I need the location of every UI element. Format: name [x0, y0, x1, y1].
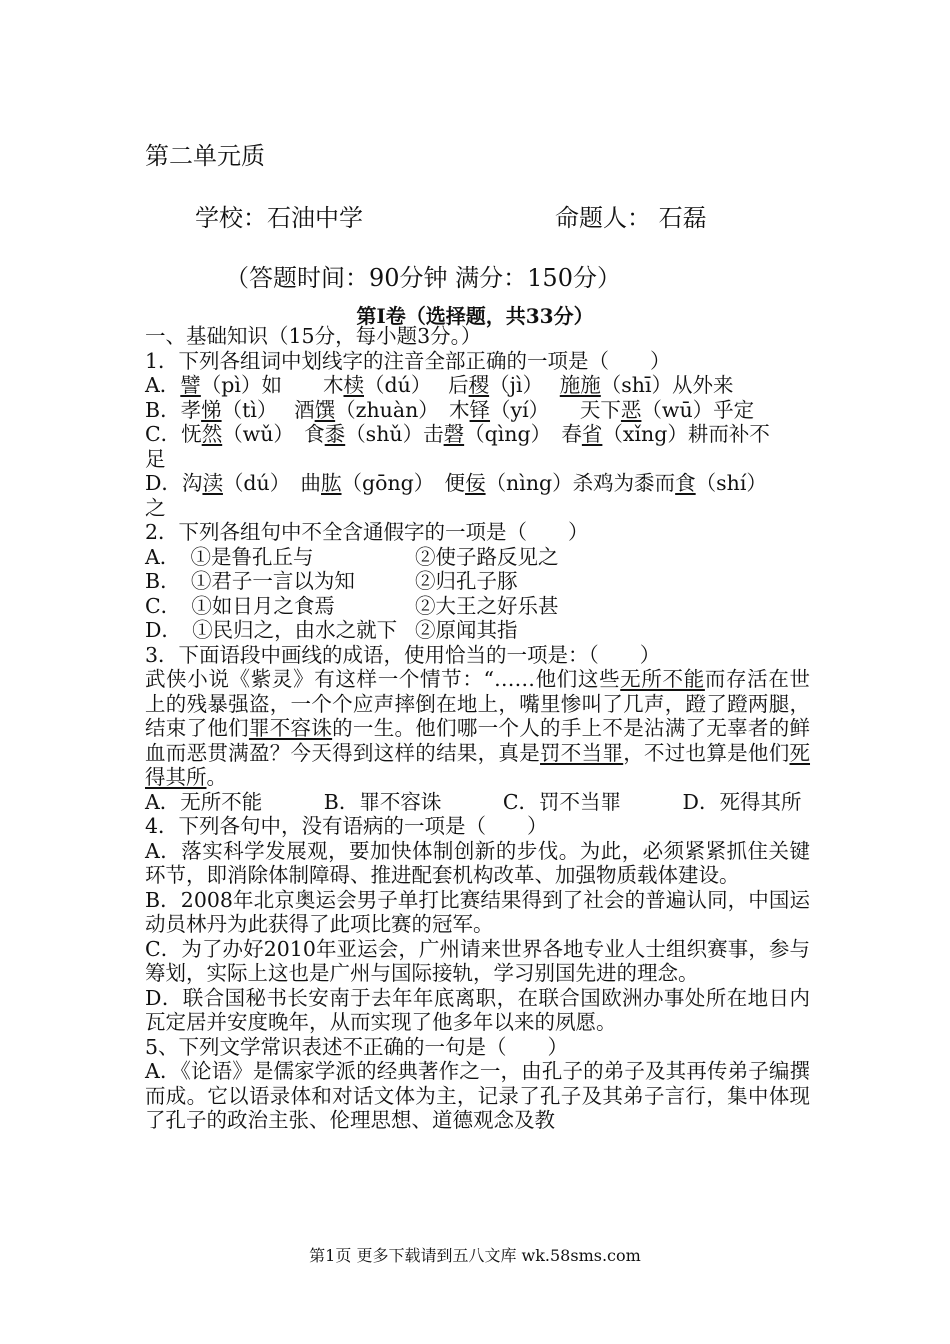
- question-4-option-b: B．2008年北京奥运会男子单打比赛结果得到了社会的普遍认同，中国运动员林丹为此获得了此项比赛的冠军。: [145, 887, 810, 936]
- document-title: 第二单元质: [145, 142, 265, 170]
- part-heading: 一、基础知识（15分，每小题3分。）: [145, 324, 482, 348]
- question-3-options: A．无所不能 B．罪不容诛 C．罚不当罪 D．死得其所: [145, 789, 802, 814]
- exam-body: [145, 324, 810, 1133]
- exam-time-info: （答题时间：90分钟 满分：150分）: [225, 264, 621, 292]
- question-2-option-d: D． ①民归之，由水之就下 ②原闻其指: [145, 618, 518, 642]
- question-1-option-d: D．沟渎（dú） 曲肱（gōng） 便佞（nìng）杀鸡为黍而食（shí）: [145, 471, 767, 495]
- question-2-option-a: A． ①是鲁孔丘与 ②使子路反见之: [145, 544, 559, 569]
- question-3-stem: 3．下面语段中画线的成语，使用恰当的一项是：（ ）: [145, 642, 661, 667]
- question-1-option-d-cont: 之: [145, 495, 166, 520]
- section-title: 第Ⅰ卷（选择题，共33分）: [356, 304, 594, 328]
- question-1-stem: 1．下列各组词中划线字的注音全部正确的一项是（ ）: [145, 348, 671, 373]
- question-3-passage: 武侠小说《紫灵》有这样一个情节：“……他们这些无所不能而存活在世上的残暴强盗，一个个应声摔倒在地上，嘴里惨叫了几声，蹬了蹬两腿，结束了他们罪不容诛的一生。他们哪一个人的手上不是沾满了无辜者的鲜血而恶贯满盈？今天得到这样的结果，真是罚不当罪，不过也算是他们死得其所。: [145, 667, 811, 789]
- question-4-option-a: A．落实科学发展观，要加快体制创新的步伐。为此，必须紧紧抓住关键环节，即消除体制障碍、推进配套机构改革、加强物质载体建设。: [145, 838, 810, 887]
- question-4-option-c: C．为了办好2010年亚运会，广州请来世界各地专业人士组织赛事，参与筹划，实际上这也是广州与国际接轨，学习别国先进的理念。: [145, 936, 810, 985]
- question-1-option-c: C．怃然（wǔ） 食黍（shǔ）击磬（qìng） 春省（xǐng）耕而补不: [145, 422, 770, 446]
- header-school-line: [195, 198, 755, 233]
- question-5-stem: 5、下列文学常识表述不正确的一句是（ ）: [145, 1034, 569, 1059]
- question-2-option-b: B． ①君子一言以为知 ②归孔子豚: [145, 569, 518, 593]
- question-1-option-b: B．孝悌（tì） 酒馔（zhuàn） 木铎（yí） 天下恶（wū）乎定: [145, 397, 755, 422]
- question-2-option-c: C． ①如日月之食焉 ②大王之好乐甚: [145, 593, 559, 618]
- school-name: 学校：石油中学: [195, 204, 363, 232]
- question-5-option-a: A．《论语》是儒家学派的经典著作之一，由孔子的弟子及其再传弟子编撰而成。它以语录体和对话文体为主，记录了孔子及其弟子言行，集中体现了孔子的政治主张、伦理思想、道德观念及教: [145, 1059, 810, 1132]
- author-name: 命题人： 石磊: [555, 204, 707, 232]
- question-4-stem: 4．下列各句中，没有语病的一项是（ ）: [145, 814, 548, 838]
- question-4-option-d: D．联合国秘书长安南于去年年底离职，在联合国欧洲办事处所在地日内瓦定居并安度晚年，从而实现了他多年以来的夙愿。: [145, 985, 810, 1034]
- page-footer: 第1页 更多下载请到五八文库 wk.58sms.com: [309, 1246, 641, 1265]
- question-1-option-c-cont: 足: [145, 446, 166, 471]
- question-2-stem: 2．下列各组句中不全含通假字的一项是（ ）: [145, 520, 589, 544]
- question-1-option-a: A．譬（pì）如 木椟（dú） 后稷（jì） 施施（shī）从外来: [145, 373, 734, 397]
